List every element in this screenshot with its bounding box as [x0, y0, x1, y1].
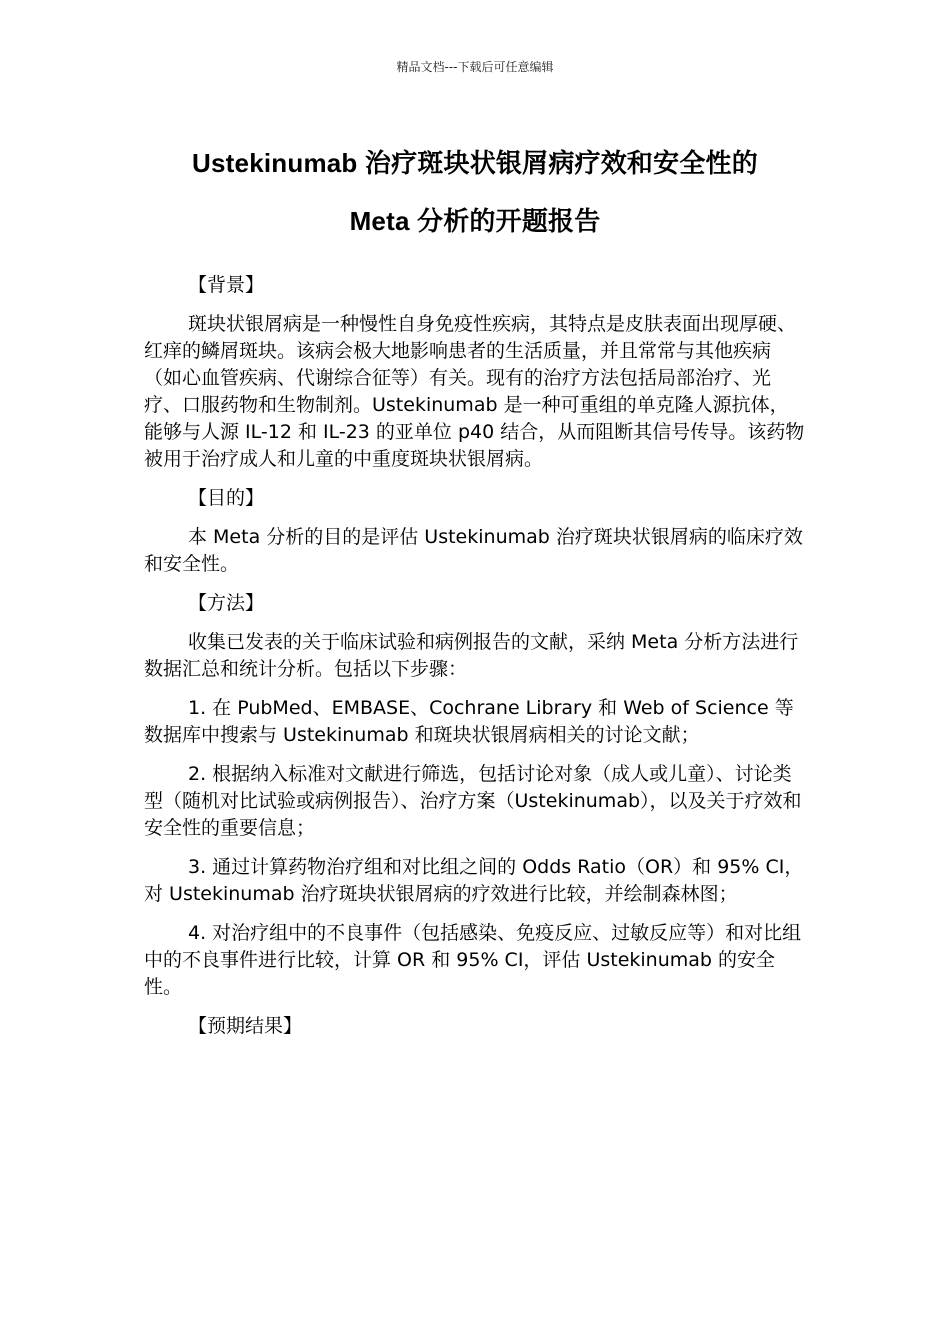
objective-paragraph: 本 Meta 分析的目的是评估 Ustekinumab 治疗斑块状银屑病的临床疗效和安全性。 [144, 526, 803, 575]
methods-step-4: 4. 对治疗组中的不良事件（包括感染、免疫反应、过敏反应等）和对比组中的不良事件进行比较，计算 OR 和 95% CI，评估 Ustekinumab 的安全性。 [144, 922, 802, 998]
page-header: 精品文档---下载后可任意编辑 [396, 60, 554, 74]
section-heading-background: 【背景】 [188, 274, 265, 296]
section-heading-methods: 【方法】 [188, 592, 265, 614]
title-line-1: Ustekinumab 治疗斑块状银屑病疗效和安全性的 [192, 148, 758, 178]
section-heading-expected-results: 【预期结果】 [188, 1015, 303, 1037]
methods-intro-paragraph: 收集已发表的关于临床试验和病例报告的文献，采纳 Meta 分析方法进行数据汇总和统计分析。包括以下步骤： [144, 631, 799, 680]
title-line-2: Meta 分析的开题报告 [349, 206, 601, 236]
document-body [144, 272, 806, 1052]
methods-step-2: 2. 根据纳入标准对文献进行筛选，包括讨论对象（成人或儿童）、讨论类型（随机对比试验或病例报告）、治疗方案（Ustekinumab），以及关于疗效和安全性的重要信息； [144, 763, 802, 839]
methods-step-1: 1. 在 PubMed、EMBASE、Cochrane Library 和 Web of Science 等数据库中搜索与 Ustekinumab 和斑块状银屑病相关的讨论文献； [144, 697, 794, 746]
methods-step-3: 3. 通过计算药物治疗组和对比组之间的 Odds Ratio（OR）和 95% CI，对 Ustekinumab 治疗斑块状银屑病的疗效进行比较，并绘制森林图； [144, 856, 804, 905]
document-title [0, 134, 950, 250]
background-paragraph: 斑块状银屑病是一种慢性自身免疫性疾病，其特点是皮肤表面出现厚硬、红痒的鳞屑斑块。该病会极大地影响患者的生活质量，并且常常与其他疾病（如心血管疾病、代谢综合征等）有关。现有的治疗方法包括局部治疗、光疗、口服药物和生物制剂。Ustekinumab 是一种可重组的单克隆人源抗体，能够与人源 IL-12 和 IL-23 的亚单位 p40 结合，从而阻断其信号传导。该药物被用于治疗成人和儿童的中重度斑块状银屑病。 [144, 313, 805, 470]
section-heading-objective: 【目的】 [188, 487, 265, 509]
